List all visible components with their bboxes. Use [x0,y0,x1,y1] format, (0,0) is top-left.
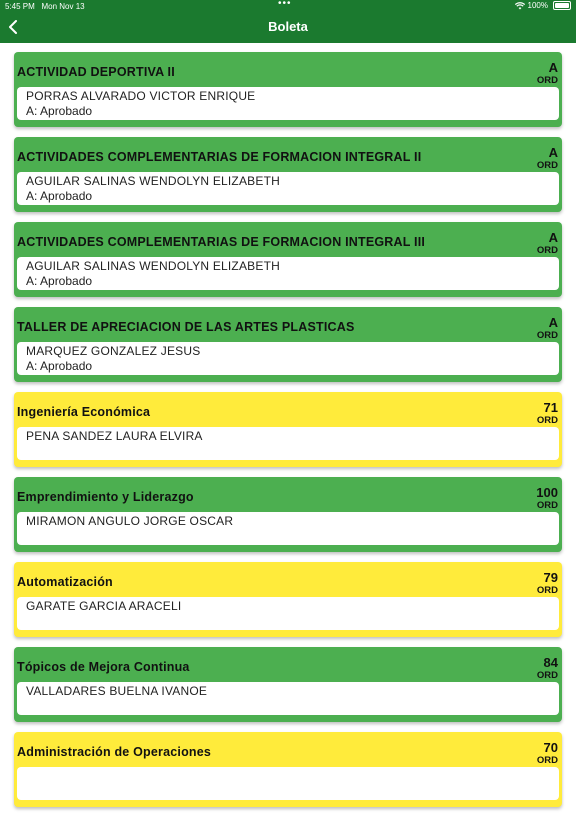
teacher-panel [17,172,559,205]
subject-name: TALLER DE APRECIACION DE LAS ARTES PLASTICAS [17,320,355,334]
subject-card[interactable] [14,52,562,127]
subject-grade: 100 [536,485,558,500]
navigation-bar [0,0,576,43]
teacher-name: AGUILAR SALINAS WENDOLYN ELIZABETH [26,174,280,188]
exam-type: ORD [536,670,558,681]
subject-grade: A [548,145,558,160]
teacher-panel [17,87,559,120]
multitask-dots-icon[interactable]: ••• [278,0,292,9]
teacher-name: MIRAMON ANGULO JORGE OSCAR [26,514,234,528]
exam-type: ORD [536,755,558,766]
teacher-name: PENA SANDEZ LAURA ELVIRA [26,429,203,443]
exam-type: ORD [536,160,558,171]
teacher-panel [17,767,559,800]
subject-grade: A [548,230,558,245]
exam-type: ORD [536,585,558,596]
teacher-panel [17,342,559,375]
teacher-name: GARATE GARCIA ARACELI [26,599,182,613]
exam-type: ORD [536,75,558,86]
wifi-icon [515,2,525,10]
teacher-panel [17,427,559,460]
subject-name: ACTIVIDADES COMPLEMENTARIAS DE FORMACION INTEGRAL II [17,150,422,164]
page-title: Boleta [268,19,308,34]
teacher-name: VALLADARES BUELNA IVANOE [26,684,208,698]
status-date: Mon Nov 13 [41,2,85,11]
subject-card[interactable] [14,732,562,807]
exam-type: ORD [536,330,558,341]
subject-card[interactable] [14,647,562,722]
subject-name: Administración de Operaciones [17,745,212,759]
exam-type: ORD [536,500,558,511]
subject-name: ACTIVIDAD DEPORTIVA II [17,65,175,79]
result-text: A: Aprobado [26,359,93,373]
subject-card[interactable] [14,477,562,552]
subject-card[interactable] [14,392,562,467]
status-bar-right [515,1,571,10]
subject-card[interactable] [14,222,562,297]
subject-grade: A [548,60,558,75]
subject-name: ACTIVIDADES COMPLEMENTARIAS DE FORMACION INTEGRAL III [17,235,426,249]
exam-type: ORD [536,245,558,256]
status-bar-time [5,2,85,11]
result-text: A: Aprobado [26,104,93,118]
subject-grade: 84 [543,655,558,670]
teacher-name: PORRAS ALVARADO VICTOR ENRIQUE [26,89,256,103]
subject-name: Ingeniería Económica [17,405,151,419]
teacher-name: MARQUEZ GONZALEZ JESUS [26,344,201,358]
subject-card[interactable] [14,307,562,382]
status-time: 5:45 PM [5,2,35,11]
teacher-panel [17,257,559,290]
subject-grade: 71 [543,400,558,415]
exam-type: ORD [536,415,558,426]
teacher-panel [17,682,559,715]
teacher-panel [17,597,559,630]
subject-list [14,52,562,817]
subject-grade: 70 [543,740,558,755]
teacher-name: AGUILAR SALINAS WENDOLYN ELIZABETH [26,259,280,273]
subject-card[interactable] [14,562,562,637]
subject-name: Automatización [17,575,113,589]
result-text: A: Aprobado [26,189,93,203]
subject-card[interactable] [14,137,562,212]
result-text: A: Aprobado [26,274,93,288]
subject-name: Emprendimiento y Liderazgo [17,490,194,504]
subject-grade: 79 [543,570,558,585]
subject-grade: A [548,315,558,330]
battery-percent: 100% [527,1,548,10]
subject-name: Tópicos de Mejora Continua [17,660,190,674]
battery-icon [553,1,571,10]
teacher-panel [17,512,559,545]
